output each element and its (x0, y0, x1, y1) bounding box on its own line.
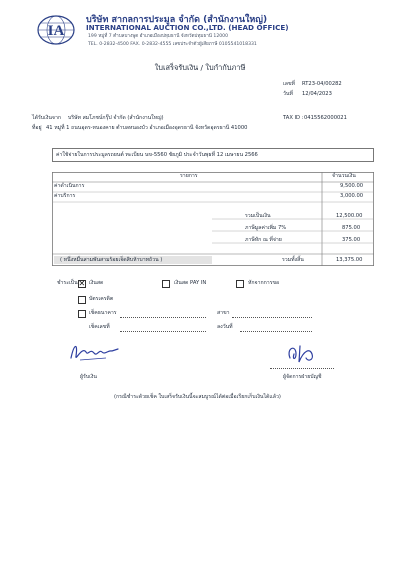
credit-card-checkbox[interactable] (78, 296, 86, 304)
pay-in-checkbox[interactable] (162, 280, 170, 288)
doc-date-label: วันที่ (283, 91, 293, 97)
receiver-signature (66, 338, 122, 364)
pay-in-label: เงินสด PAY IN (174, 280, 207, 286)
header-item: รายการ (180, 173, 198, 179)
received-from-label: ได้รับเงินจาก (32, 115, 62, 121)
vat-label: ภาษีมูลค่าเพิ่ม 7% (245, 225, 287, 231)
net-total-amount: 13,375.00 (336, 257, 363, 263)
receiver-label: ผู้รับเงิน (80, 374, 97, 380)
doc-number: RT23-04/00282 (302, 81, 342, 87)
net-total-label: รวมทั้งสิ้น (282, 257, 304, 263)
cash-checkbox[interactable] (78, 280, 86, 288)
doc-date: 12/04/2023 (302, 91, 332, 97)
subtotal-amount: 12,500.00 (336, 213, 363, 219)
doc-number-label: เลขที่ (283, 81, 295, 87)
cheque-date-line (240, 331, 312, 332)
tax-id-label: TAX ID : (283, 115, 304, 121)
cash-label: เงินสด (89, 280, 104, 286)
tax-id: 0415562000021 (304, 115, 347, 121)
row-item-2: ค่าบริการ (54, 193, 76, 199)
payment-label: ชำระเป็น (57, 280, 78, 286)
manager-label: ผู้จัดการฝ่ายบัญชี (283, 374, 322, 380)
subtotal-label: รวมเป็นเงิน (245, 213, 271, 219)
items-table-grid (52, 172, 374, 266)
manager-signature (282, 340, 322, 366)
manager-signature-line (270, 368, 334, 369)
company-logo (36, 14, 76, 46)
cheque-date-label: ลงวันที่ (217, 324, 233, 330)
cheque-bank-label: เช็คธนาคาร (89, 310, 117, 316)
row-amount-1: 9,500.00 (340, 183, 364, 189)
cheque-note: (กรณีชำระด้วยเช็ค ใบเสร็จรับเงินนี้จะสมบูรณ์ได้ต่อเมื่อเรียกเก็บเงินได้แล้ว) (114, 394, 281, 400)
branch-line (232, 317, 312, 318)
description-box (52, 148, 374, 162)
logo-text: IA (47, 23, 65, 39)
company-contact: TEL. 0-2832-4500 FAX. 0-2832-4555 เลขประจำตัวผู้เสียภาษี 0105541018331 (88, 42, 257, 47)
branch-label: สาขา (217, 310, 230, 316)
withholding-label: ภาษีหัก ณ ที่จ่าย (245, 237, 282, 243)
company-address: 199 หมู่ที่ 7 ตำบลบางพูด อำเภอเมืองปทุมธานี จังหวัดปทุมธานี 12000 (88, 34, 229, 39)
header-amount: จำนวนเงิน (332, 173, 356, 179)
cheque-bank-line (120, 317, 206, 318)
customer-name: บริษัท สมโภชน์กรุ๊ป จำกัด (สำนักงานใหญ่) (68, 115, 164, 121)
row-amount-2: 3,000.00 (340, 193, 364, 199)
customer-address: 41 หมู่ที่ 1 ถนนอุดร-หนองคาย ตำบลหนองบัว อำเภอเมืองอุดรธานี จังหวัดอุดรธานี 41000 (46, 125, 248, 131)
company-name-th: บริษัท สากลการประมูล จำกัด (สำนักงานใหญ่) (86, 15, 268, 25)
row-item-1: ค่าดำเนินการ (54, 183, 85, 189)
transfer-label: หักจากการขอ (248, 280, 280, 286)
cheque-no-label: เช็คเลขที่ (89, 324, 110, 330)
amount-in-words: ( หนึ่งหมื่นสามพันสามร้อยเจ็ดสิบห้าบาทถ้วน ) (60, 257, 163, 263)
transfer-checkbox[interactable] (236, 280, 244, 288)
company-name-en: INTERNATIONAL AUCTION CO.,LTD. (HEAD OFFICE) (86, 23, 289, 32)
address-label: ที่อยู่ (32, 125, 42, 131)
credit-card-label: บัตรเครดิต (89, 296, 114, 302)
vat-amount: 875.00 (342, 225, 361, 231)
description-text: ค่าใช้จ่ายในการประมูลรถยนต์ ทะเบียน นข-5560 ชัยภูมิ ประจำวันพุธที่ 12 เมษายน 2566 (56, 152, 258, 158)
document-title: ใบเสร็จรับเงิน / ใบกำกับภาษี (154, 63, 246, 72)
cheque-no-line (120, 331, 206, 332)
cheque-checkbox[interactable] (78, 310, 86, 318)
withholding-amount: 375.00 (342, 237, 361, 243)
